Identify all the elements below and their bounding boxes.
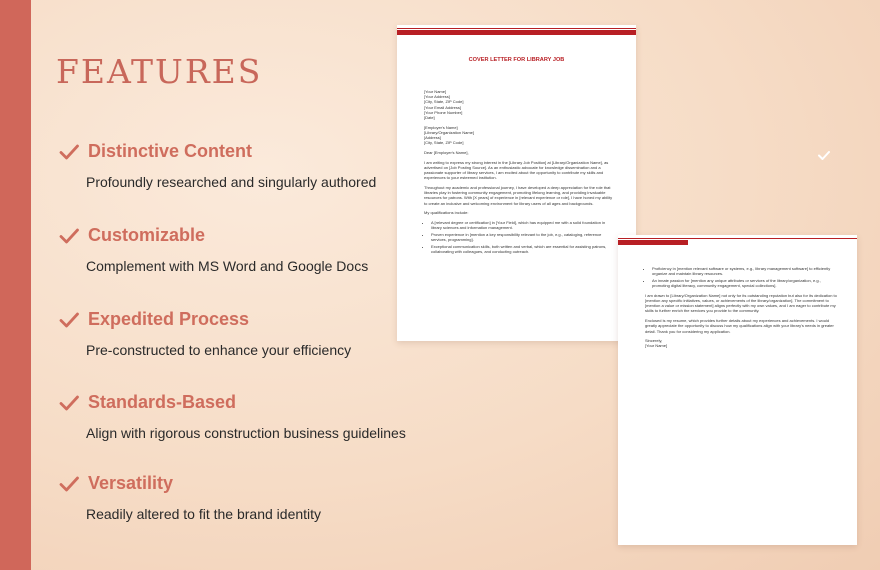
recipient-line: [Employer's Name] — [424, 124, 458, 130]
qualifications-list — [424, 220, 616, 254]
document-preview-page-2 — [618, 235, 857, 545]
list-item: • Proficiency in [mention relevant software or systems, e.g., library management software] to efficiently organize and maintain library resources. — [652, 266, 837, 276]
recipient-line: [Library/Organization Name] — [424, 129, 475, 135]
check-icon — [58, 473, 80, 495]
sender-line: [Your Name] — [424, 89, 447, 94]
page-header-line — [397, 28, 636, 29]
feature-title: Versatility — [88, 473, 174, 493]
check-icon — [58, 309, 80, 331]
sender-line: [City, State, ZIP Code] — [424, 99, 464, 105]
page-header-line — [618, 238, 857, 239]
sender-line: [Your Address] — [424, 94, 450, 100]
sender-line: [Your Phone Number] — [424, 109, 463, 115]
document-body-page-1 — [424, 89, 616, 259]
sender-line: [Date] — [424, 115, 435, 121]
feature-title: Expedited Process — [88, 309, 250, 329]
recipient-line: [City, State, ZIP Code] — [424, 140, 464, 146]
document-title: COVER LETTER FOR LIBRARY JOB — [468, 57, 565, 63]
signature-block — [645, 338, 837, 348]
left-accent-bar — [0, 0, 31, 570]
page-header-band — [397, 30, 636, 35]
page-header-band — [618, 240, 688, 245]
feature-title: Customizable — [88, 225, 206, 245]
paragraph-closing: Enclosed is my resume, which provides further details about my experiences and achievements. I would greatly appreciate the opportunity to discuss how my qualifications align with your library's needs in greater detail. Thank you for considering my application. — [645, 318, 834, 334]
check-icon — [58, 225, 80, 247]
qualifications-intro: My qualifications include: — [424, 210, 469, 216]
signature-name: [Your Name] — [645, 343, 668, 349]
sender-block — [424, 89, 616, 120]
closing-line: Sincerely, — [645, 338, 663, 344]
list-item: • A [relevant degree or certification] in [Your Field], which has equipped me with a solid foundation in library sciences and information management. — [431, 220, 616, 230]
feature-title: Standards-Based — [88, 392, 237, 412]
salutation: Dear [Employer's Name], — [424, 150, 469, 156]
feature-description: Readily altered to fit the brand identity — [86, 506, 322, 522]
document-preview-page-1 — [397, 25, 636, 341]
list-item: • Exceptional communication skills, both written and verbal, which are essential for assisting patrons, collaborating with colleagues, and conducting outreach. — [431, 244, 616, 254]
check-icon — [58, 392, 80, 414]
feature-description: Align with rigorous construction business guidelines — [86, 425, 406, 441]
list-item: • An innate passion for [mention any unique attributes or services of the library/organization, e.g., promoting digital literacy, community engagement, special collections]. — [652, 278, 837, 288]
list-item: • Proven experience in [mention a key responsibility relevant to the job, e.g., cataloging, reference services, programming]. — [431, 232, 616, 242]
check-icon — [58, 141, 80, 163]
feature-description: Complement with MS Word and Google Docs — [86, 258, 369, 274]
feature-description: Pre-constructed to enhance your efficiency — [86, 342, 352, 358]
document-body-page-2 — [645, 266, 837, 353]
recipient-line: [Address] — [424, 135, 441, 141]
feature-description: Profoundly researched and singularly authored — [86, 174, 377, 190]
paragraph-intro: I am writing to express my strong interest in the [Library Job Position] at [Library/Organization Name], as advertised on [Job Posting Source]. As an enthusiastic advocate for knowledge dissemination and a passionate supporter of library services, I am excited about the opportunity to contribute my skills and experiences to your esteemed institution. — [424, 159, 609, 181]
qualifications-list-continued — [645, 266, 837, 288]
recipient-block — [424, 125, 616, 146]
feature-title: Distinctive Content — [88, 141, 253, 161]
paragraph-experience: Throughout my academic and professional journey, I have developed a deep appreciation for the role that libraries play in fostering community engagement, promoting lifelong learning, and providing invaluable resources for patrons. With [X years] of experience in [relevant experience or role], I have honed my ability to create an inclusive and welcoming environment for library users of all ages and backgrounds. — [424, 185, 613, 206]
decorative-check-icon — [818, 151, 830, 160]
sender-line: [Your Email Address] — [424, 104, 461, 110]
page-title: FEATURES — [56, 52, 263, 91]
paragraph-motivation: I am drawn to [Library/Organization Name] not only for its outstanding reputation but also for its dedication to [mention any specific initiatives, values, or achievements of the library/organization]. The commitment to [mention a value or mission statement] aligns perfectly with my own values, and I am eager to contribute my skills to further enrich the services you provide to the community. — [645, 292, 837, 314]
